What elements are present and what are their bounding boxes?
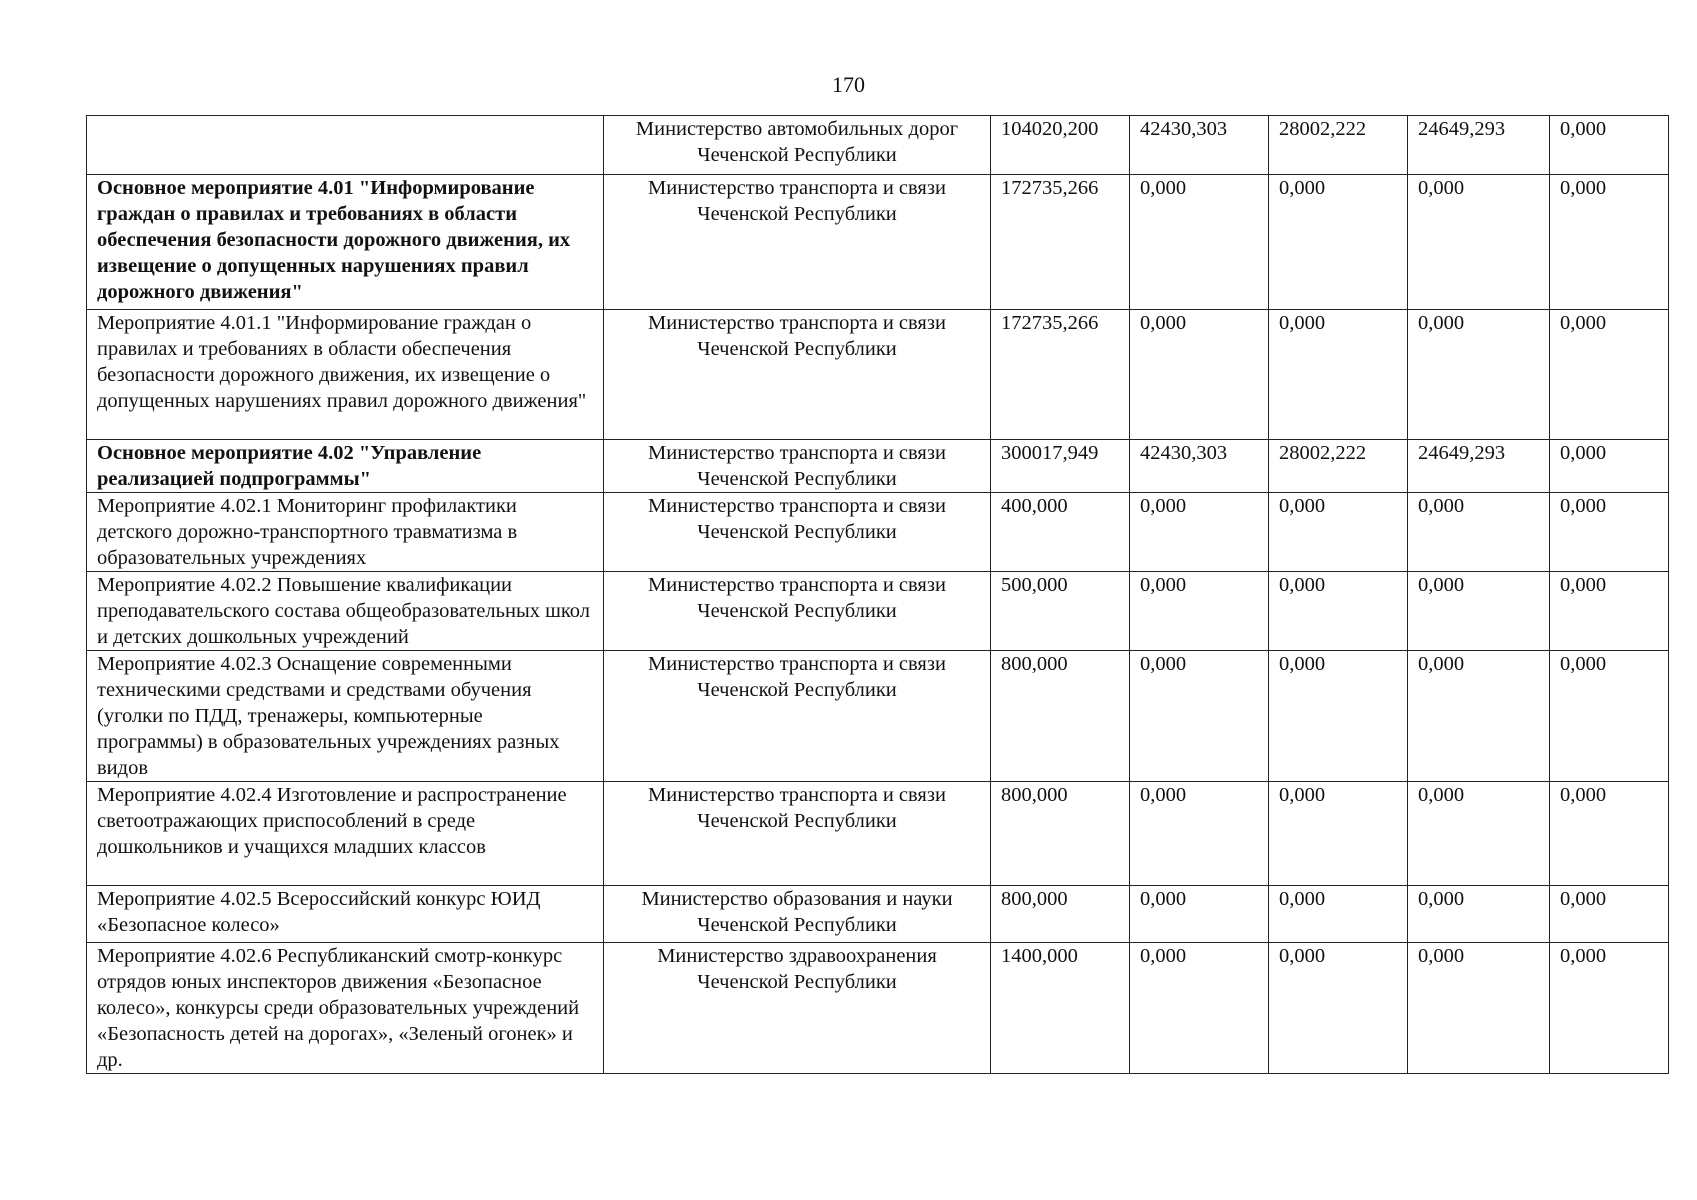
value-year-2: 0,000 <box>1269 651 1408 782</box>
table-row <box>87 310 1669 440</box>
value-total: 400,000 <box>991 493 1130 572</box>
value-year-2: 0,000 <box>1269 886 1408 943</box>
value-year-1: 0,000 <box>1130 175 1269 310</box>
executor: Министерство транспорта и связи Чеченской Республики <box>604 175 991 310</box>
value-year-3: 24649,293 <box>1408 440 1550 493</box>
value-total: 800,000 <box>991 782 1130 886</box>
activity-name: Мероприятие 4.02.3 Оснащение современными техническими средствами и средствами обучения (уголки по ПДД, тренажеры, компьютерные программы) в образовательных учреждениях разных видов <box>87 651 604 782</box>
table-row <box>87 175 1669 310</box>
value-year-1: 0,000 <box>1130 943 1269 1074</box>
value-year-1: 0,000 <box>1130 886 1269 943</box>
executor: Министерство образования и науки Чеченской Республики <box>604 886 991 943</box>
value-year-4: 0,000 <box>1550 572 1669 651</box>
value-year-3: 0,000 <box>1408 651 1550 782</box>
table-row <box>87 572 1669 651</box>
value-year-3: 0,000 <box>1408 310 1550 440</box>
activity-name: Мероприятие 4.01.1 "Информирование граждан о правилах и требованиях в области обеспечения безопасности дорожного движения, их извещение о допущенных нарушениях правил дорожного движения" <box>87 310 604 440</box>
value-year-3: 0,000 <box>1408 493 1550 572</box>
activity-name: Мероприятие 4.02.1 Мониторинг профилактики детского дорожно-транспортного травматизма в образовательных учреждениях <box>87 493 604 572</box>
value-year-4: 0,000 <box>1550 310 1669 440</box>
executor: Министерство автомобильных дорог Чеченской Республики <box>604 116 991 175</box>
value-year-3: 0,000 <box>1408 782 1550 886</box>
value-total: 104020,200 <box>991 116 1130 175</box>
value-year-1: 0,000 <box>1130 310 1269 440</box>
value-year-1: 0,000 <box>1130 782 1269 886</box>
table-row <box>87 440 1669 493</box>
budget-table <box>86 115 1669 1074</box>
table-row <box>87 651 1669 782</box>
value-year-3: 0,000 <box>1408 943 1550 1074</box>
value-year-2: 0,000 <box>1269 572 1408 651</box>
executor: Министерство транспорта и связи Чеченской Республики <box>604 782 991 886</box>
activity-name: Мероприятие 4.02.4 Изготовление и распространение светоотражающих приспособлений в среде дошкольников и учащихся младших классов <box>87 782 604 886</box>
value-year-4: 0,000 <box>1550 943 1669 1074</box>
table-row <box>87 886 1669 943</box>
value-year-2: 0,000 <box>1269 493 1408 572</box>
value-year-4: 0,000 <box>1550 116 1669 175</box>
activity-name: Мероприятие 4.02.2 Повышение квалификации преподавательского состава общеобразовательных школ и детских дошкольных учреждений <box>87 572 604 651</box>
value-total: 800,000 <box>991 886 1130 943</box>
value-year-1: 42430,303 <box>1130 116 1269 175</box>
value-year-1: 0,000 <box>1130 572 1269 651</box>
executor: Министерство транспорта и связи Чеченской Республики <box>604 440 991 493</box>
executor: Министерство транспорта и связи Чеченской Республики <box>604 651 991 782</box>
value-year-2: 0,000 <box>1269 175 1408 310</box>
executor: Министерство транспорта и связи Чеченской Республики <box>604 310 991 440</box>
value-total: 172735,266 <box>991 175 1130 310</box>
table-row <box>87 782 1669 886</box>
value-year-4: 0,000 <box>1550 886 1669 943</box>
executor: Министерство транспорта и связи Чеченской Республики <box>604 572 991 651</box>
value-year-3: 0,000 <box>1408 572 1550 651</box>
value-year-3: 0,000 <box>1408 886 1550 943</box>
table-body <box>87 116 1669 1074</box>
value-total: 800,000 <box>991 651 1130 782</box>
value-year-1: 42430,303 <box>1130 440 1269 493</box>
activity-name: Мероприятие 4.02.5 Всероссийский конкурс ЮИД «Безопасное колесо» <box>87 886 604 943</box>
table-row <box>87 943 1669 1074</box>
table-row <box>87 116 1669 175</box>
value-total: 1400,000 <box>991 943 1130 1074</box>
value-total: 172735,266 <box>991 310 1130 440</box>
activity-name: Основное мероприятие 4.01 "Информирование граждан о правилах и требованиях в области обеспечения безопасности дорожного движения, их извещение о допущенных нарушениях правил дорожного движения" <box>87 175 604 310</box>
value-year-4: 0,000 <box>1550 651 1669 782</box>
value-year-2: 28002,222 <box>1269 440 1408 493</box>
value-total: 300017,949 <box>991 440 1130 493</box>
value-year-4: 0,000 <box>1550 175 1669 310</box>
value-year-3: 0,000 <box>1408 175 1550 310</box>
executor: Министерство транспорта и связи Чеченской Республики <box>604 493 991 572</box>
table-row <box>87 493 1669 572</box>
value-total: 500,000 <box>991 572 1130 651</box>
value-year-2: 28002,222 <box>1269 116 1408 175</box>
value-year-2: 0,000 <box>1269 782 1408 886</box>
activity-name <box>87 116 604 175</box>
value-year-1: 0,000 <box>1130 651 1269 782</box>
value-year-4: 0,000 <box>1550 782 1669 886</box>
value-year-2: 0,000 <box>1269 310 1408 440</box>
value-year-2: 0,000 <box>1269 943 1408 1074</box>
executor: Министерство здравоохранения Чеченской Республики <box>604 943 991 1074</box>
activity-name: Основное мероприятие 4.02 "Управление реализацией подпрограммы" <box>87 440 604 493</box>
value-year-4: 0,000 <box>1550 493 1669 572</box>
value-year-3: 24649,293 <box>1408 116 1550 175</box>
value-year-4: 0,000 <box>1550 440 1669 493</box>
activity-name: Мероприятие 4.02.6 Республиканский смотр-конкурс отрядов юных инспекторов движения «Безопасное колесо», конкурсы среди образовательных учреждений «Безопасность детей на дорогах», «Зеленый огонек» и др. <box>87 943 604 1074</box>
value-year-1: 0,000 <box>1130 493 1269 572</box>
page-number: 170 <box>832 72 865 97</box>
